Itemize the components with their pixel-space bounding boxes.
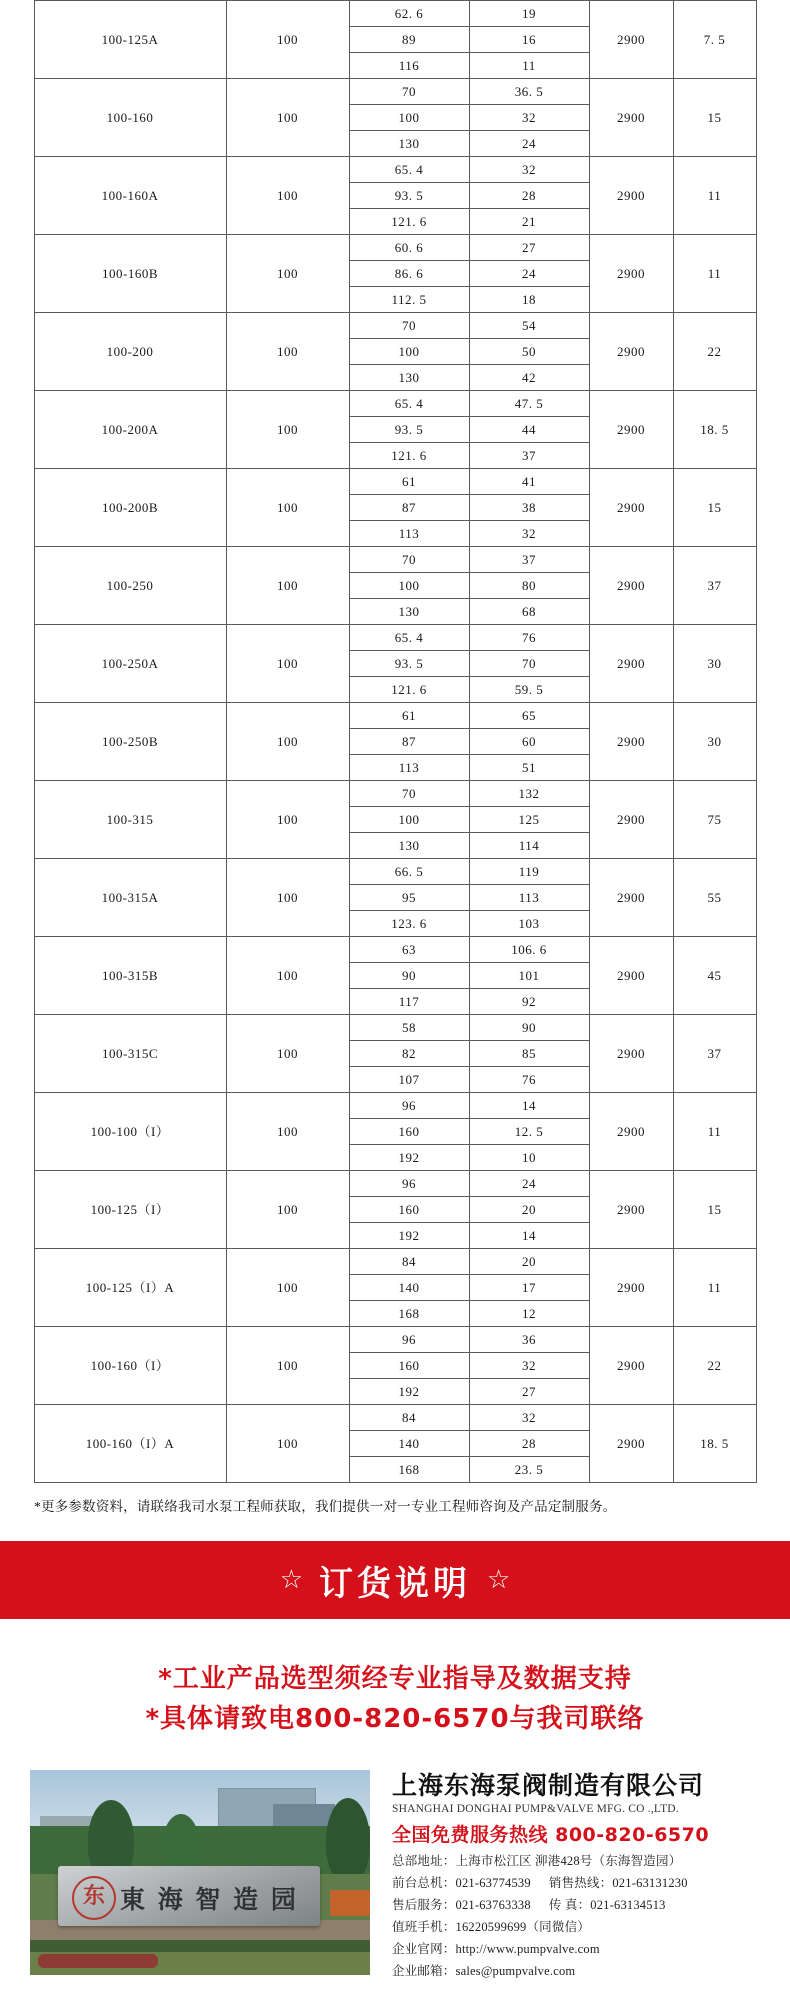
cell-head: 119 xyxy=(469,859,589,885)
cell-flow: 65. 4 xyxy=(349,157,469,183)
cell-power: 45 xyxy=(673,937,756,1015)
cell-power: 11 xyxy=(673,1249,756,1327)
donghai-logo-icon: 东 xyxy=(72,1876,116,1920)
cell-bore: 100 xyxy=(226,547,349,625)
company-footer xyxy=(0,1770,790,2005)
cell-flow: 168 xyxy=(349,1457,469,1483)
table-footnote: *更多参数资料，请联络我司水泵工程师获取，我们提供一对一专业工程师咨询及产品定制服务。 xyxy=(34,1499,617,1514)
cell-head: 28 xyxy=(469,1431,589,1457)
cell-flow: 140 xyxy=(349,1431,469,1457)
cell-bore: 100 xyxy=(226,781,349,859)
cell-bore: 100 xyxy=(226,937,349,1015)
cell-head: 47. 5 xyxy=(469,391,589,417)
cell-power: 7. 5 xyxy=(673,1,756,79)
cell-head: 114 xyxy=(469,833,589,859)
cell-head: 36. 5 xyxy=(469,79,589,105)
cell-speed: 2900 xyxy=(589,235,673,313)
cell-bore: 100 xyxy=(226,79,349,157)
cell-flow: 160 xyxy=(349,1197,469,1223)
cell-flow: 70 xyxy=(349,79,469,105)
cell-flow: 100 xyxy=(349,339,469,365)
cell-flow: 130 xyxy=(349,833,469,859)
cell-flow: 96 xyxy=(349,1171,469,1197)
cell-flow: 113 xyxy=(349,755,469,781)
cell-flow: 121. 6 xyxy=(349,677,469,703)
cell-head: 132 xyxy=(469,781,589,807)
star-icon-left: ☆ xyxy=(279,1565,303,1594)
factory-photo xyxy=(30,1770,370,1975)
cell-model: 100-160（I） xyxy=(34,1327,226,1405)
table-row xyxy=(34,79,756,105)
table-row xyxy=(34,235,756,261)
cell-head: 44 xyxy=(469,417,589,443)
cell-head: 12 xyxy=(469,1301,589,1327)
contact-line: 企业邮箱：sales@pumpvalve.com xyxy=(392,1964,576,1979)
cell-speed: 2900 xyxy=(589,313,673,391)
cell-head: 19 xyxy=(469,1,589,27)
contact-line: 总部地址：上海市松江区 泖港428号（东海智造园） xyxy=(392,1854,682,1869)
table-row xyxy=(34,1249,756,1275)
cell-flow: 123. 6 xyxy=(349,911,469,937)
cell-head: 28 xyxy=(469,183,589,209)
cell-flow: 192 xyxy=(349,1223,469,1249)
headline-block xyxy=(0,1619,790,1770)
cell-speed: 2900 xyxy=(589,547,673,625)
cell-speed: 2900 xyxy=(589,157,673,235)
headline-1: *工业产品选型须经专业指导及数据支持 xyxy=(158,1664,632,1694)
cell-speed: 2900 xyxy=(589,1015,673,1093)
cell-head: 38 xyxy=(469,495,589,521)
cell-head: 65 xyxy=(469,703,589,729)
cell-head: 101 xyxy=(469,963,589,989)
cell-flow: 140 xyxy=(349,1275,469,1301)
cell-head: 24 xyxy=(469,1171,589,1197)
cell-flow: 121. 6 xyxy=(349,209,469,235)
table-row xyxy=(34,1015,756,1041)
photo-monument-sign xyxy=(58,1866,320,1926)
cell-model: 100-315B xyxy=(34,937,226,1015)
cell-head: 12. 5 xyxy=(469,1119,589,1145)
cell-head: 32 xyxy=(469,157,589,183)
table-row xyxy=(34,157,756,183)
cell-model: 100-200 xyxy=(34,313,226,391)
service-hotline: 全国免费服务热线 800-820-6570 xyxy=(392,1824,710,1847)
cell-speed: 2900 xyxy=(589,1171,673,1249)
cell-head: 37 xyxy=(469,547,589,573)
cell-model: 100-250 xyxy=(34,547,226,625)
cell-head: 32 xyxy=(469,1405,589,1431)
cell-flow: 168 xyxy=(349,1301,469,1327)
cell-head: 14 xyxy=(469,1223,589,1249)
cell-head: 90 xyxy=(469,1015,589,1041)
cell-head: 50 xyxy=(469,339,589,365)
banner-title: 订货说明 xyxy=(319,1563,471,1604)
cell-model: 100-160（I）A xyxy=(34,1405,226,1483)
cell-speed: 2900 xyxy=(589,1093,673,1171)
cell-speed: 2900 xyxy=(589,1327,673,1405)
table-row xyxy=(34,1171,756,1197)
cell-power: 75 xyxy=(673,781,756,859)
cell-head: 23. 5 xyxy=(469,1457,589,1483)
cell-bore: 100 xyxy=(226,1171,349,1249)
cell-flow: 130 xyxy=(349,599,469,625)
cell-flow: 113 xyxy=(349,521,469,547)
cell-head: 24 xyxy=(469,131,589,157)
table-row xyxy=(34,1405,756,1431)
cell-head: 36 xyxy=(469,1327,589,1353)
cell-model: 100-250B xyxy=(34,703,226,781)
cell-flow: 100 xyxy=(349,573,469,599)
cell-power: 11 xyxy=(673,1093,756,1171)
cell-flow: 84 xyxy=(349,1405,469,1431)
cell-bore: 100 xyxy=(226,1249,349,1327)
cell-flow: 96 xyxy=(349,1093,469,1119)
cell-head: 76 xyxy=(469,1067,589,1093)
contact-line: 值班手机：16220599699（同微信） xyxy=(392,1920,590,1935)
cell-flow: 112. 5 xyxy=(349,287,469,313)
cell-head: 20 xyxy=(469,1197,589,1223)
cell-bore: 100 xyxy=(226,1093,349,1171)
cell-model: 100-125A xyxy=(34,1,226,79)
cell-speed: 2900 xyxy=(589,79,673,157)
cell-flow: 87 xyxy=(349,495,469,521)
cell-model: 100-315A xyxy=(34,859,226,937)
cell-speed: 2900 xyxy=(589,391,673,469)
cell-speed: 2900 xyxy=(589,859,673,937)
cell-speed: 2900 xyxy=(589,1249,673,1327)
cell-head: 60 xyxy=(469,729,589,755)
cell-head: 51 xyxy=(469,755,589,781)
cell-power: 22 xyxy=(673,313,756,391)
cell-flow: 107 xyxy=(349,1067,469,1093)
cell-bore: 100 xyxy=(226,469,349,547)
cell-flow: 65. 4 xyxy=(349,625,469,651)
cell-head: 113 xyxy=(469,885,589,911)
cell-head: 16 xyxy=(469,27,589,53)
cell-head: 106. 6 xyxy=(469,937,589,963)
cell-bore: 100 xyxy=(226,859,349,937)
cell-flow: 66. 5 xyxy=(349,859,469,885)
table-row xyxy=(34,313,756,339)
cell-power: 15 xyxy=(673,469,756,547)
contact-line: 企业官网：http://www.pumpvalve.com xyxy=(392,1942,600,1957)
photo-flowerbed-red xyxy=(38,1954,158,1968)
cell-head: 11 xyxy=(469,53,589,79)
spec-table-body xyxy=(34,1,756,1483)
cell-head: 24 xyxy=(469,261,589,287)
company-info xyxy=(392,1770,760,1980)
table-row xyxy=(34,937,756,963)
cell-head: 18 xyxy=(469,287,589,313)
cell-head: 10 xyxy=(469,1145,589,1171)
cell-head: 37 xyxy=(469,443,589,469)
cell-head: 76 xyxy=(469,625,589,651)
photo-gate xyxy=(330,1890,370,1916)
cell-model: 100-200A xyxy=(34,391,226,469)
table-row xyxy=(34,1,756,27)
cell-flow: 100 xyxy=(349,105,469,131)
cell-head: 68 xyxy=(469,599,589,625)
table-row xyxy=(34,625,756,651)
cell-flow: 58 xyxy=(349,1015,469,1041)
table-row xyxy=(34,1327,756,1353)
order-instructions-banner xyxy=(0,1541,790,1619)
cell-bore: 100 xyxy=(226,235,349,313)
cell-flow: 121. 6 xyxy=(349,443,469,469)
cell-power: 37 xyxy=(673,1015,756,1093)
cell-head: 59. 5 xyxy=(469,677,589,703)
cell-flow: 100 xyxy=(349,807,469,833)
cell-model: 100-160 xyxy=(34,79,226,157)
cell-flow: 60. 6 xyxy=(349,235,469,261)
cell-head: 32 xyxy=(469,1353,589,1379)
cell-speed: 2900 xyxy=(589,625,673,703)
cell-flow: 95 xyxy=(349,885,469,911)
cell-bore: 100 xyxy=(226,313,349,391)
table-row xyxy=(34,859,756,885)
cell-flow: 89 xyxy=(349,27,469,53)
cell-model: 100-160B xyxy=(34,235,226,313)
cell-speed: 2900 xyxy=(589,1405,673,1483)
cell-model: 100-160A xyxy=(34,157,226,235)
table-row xyxy=(34,469,756,495)
cell-head: 27 xyxy=(469,1379,589,1405)
cell-flow: 70 xyxy=(349,313,469,339)
cell-power: 11 xyxy=(673,157,756,235)
cell-head: 20 xyxy=(469,1249,589,1275)
cell-flow: 160 xyxy=(349,1353,469,1379)
cell-speed: 2900 xyxy=(589,1,673,79)
cell-flow: 93. 5 xyxy=(349,183,469,209)
cell-head: 14 xyxy=(469,1093,589,1119)
cell-flow: 192 xyxy=(349,1145,469,1171)
cell-model: 100-315C xyxy=(34,1015,226,1093)
cell-head: 85 xyxy=(469,1041,589,1067)
cell-flow: 63 xyxy=(349,937,469,963)
contact-lines xyxy=(392,1851,760,1979)
cell-power: 15 xyxy=(673,79,756,157)
cell-bore: 100 xyxy=(226,157,349,235)
cell-bore: 100 xyxy=(226,1015,349,1093)
cell-flow: 96 xyxy=(349,1327,469,1353)
cell-flow: 65. 4 xyxy=(349,391,469,417)
cell-model: 100-125（I）A xyxy=(34,1249,226,1327)
company-name-en: SHANGHAI DONGHAI PUMP&VALVE MFG. CO .,LTD. xyxy=(392,1803,679,1816)
headline-2: *具体请致电800-820-6570与我司联络 xyxy=(145,1704,645,1735)
cell-flow: 116 xyxy=(349,53,469,79)
photo-tree-c xyxy=(326,1798,370,1884)
cell-head: 17 xyxy=(469,1275,589,1301)
cell-model: 100-315 xyxy=(34,781,226,859)
cell-power: 37 xyxy=(673,547,756,625)
cell-model: 100-125（I） xyxy=(34,1171,226,1249)
cell-flow: 61 xyxy=(349,703,469,729)
cell-power: 30 xyxy=(673,703,756,781)
cell-bore: 100 xyxy=(226,391,349,469)
cell-bore: 100 xyxy=(226,1405,349,1483)
cell-flow: 86. 6 xyxy=(349,261,469,287)
cell-flow: 84 xyxy=(349,1249,469,1275)
cell-model: 100-250A xyxy=(34,625,226,703)
cell-flow: 93. 5 xyxy=(349,417,469,443)
cell-speed: 2900 xyxy=(589,703,673,781)
cell-head: 125 xyxy=(469,807,589,833)
cell-flow: 192 xyxy=(349,1379,469,1405)
table-row xyxy=(34,391,756,417)
cell-flow: 61 xyxy=(349,469,469,495)
cell-flow: 70 xyxy=(349,781,469,807)
cell-flow: 62. 6 xyxy=(349,1,469,27)
cell-speed: 2900 xyxy=(589,937,673,1015)
cell-head: 92 xyxy=(469,989,589,1015)
cell-flow: 130 xyxy=(349,131,469,157)
cell-flow: 87 xyxy=(349,729,469,755)
cell-head: 41 xyxy=(469,469,589,495)
cell-flow: 160 xyxy=(349,1119,469,1145)
cell-bore: 100 xyxy=(226,1,349,79)
cell-model: 100-100（I） xyxy=(34,1093,226,1171)
cell-speed: 2900 xyxy=(589,469,673,547)
company-name-cn: 上海东海泵阀制造有限公司 xyxy=(392,1770,705,1800)
cell-flow: 93. 5 xyxy=(349,651,469,677)
cell-power: 55 xyxy=(673,859,756,937)
cell-head: 21 xyxy=(469,209,589,235)
cell-flow: 90 xyxy=(349,963,469,989)
table-row xyxy=(34,547,756,573)
cell-head: 32 xyxy=(469,521,589,547)
cell-head: 27 xyxy=(469,235,589,261)
cell-power: 15 xyxy=(673,1171,756,1249)
cell-flow: 130 xyxy=(349,365,469,391)
cell-power: 30 xyxy=(673,625,756,703)
cell-head: 70 xyxy=(469,651,589,677)
cell-bore: 100 xyxy=(226,703,349,781)
pump-spec-table xyxy=(34,0,757,1483)
contact-line: 售后服务：021-63763338 传 真：021-63134513 xyxy=(392,1898,666,1913)
table-row xyxy=(34,781,756,807)
star-icon-right: ☆ xyxy=(487,1565,511,1594)
contact-line: 前台总机：021-63774539 销售热线：021-63131230 xyxy=(392,1876,688,1891)
cell-head: 32 xyxy=(469,105,589,131)
cell-power: 18. 5 xyxy=(673,1405,756,1483)
cell-flow: 117 xyxy=(349,989,469,1015)
cell-head: 54 xyxy=(469,313,589,339)
cell-power: 11 xyxy=(673,235,756,313)
cell-model: 100-200B xyxy=(34,469,226,547)
cell-power: 18. 5 xyxy=(673,391,756,469)
cell-head: 42 xyxy=(469,365,589,391)
cell-head: 103 xyxy=(469,911,589,937)
cell-head: 80 xyxy=(469,573,589,599)
cell-bore: 100 xyxy=(226,625,349,703)
monument-text: 東 海 智 造 园 xyxy=(120,1884,298,1914)
table-row xyxy=(34,703,756,729)
cell-speed: 2900 xyxy=(589,781,673,859)
cell-power: 22 xyxy=(673,1327,756,1405)
cell-flow: 70 xyxy=(349,547,469,573)
table-row xyxy=(34,1093,756,1119)
cell-bore: 100 xyxy=(226,1327,349,1405)
cell-flow: 82 xyxy=(349,1041,469,1067)
